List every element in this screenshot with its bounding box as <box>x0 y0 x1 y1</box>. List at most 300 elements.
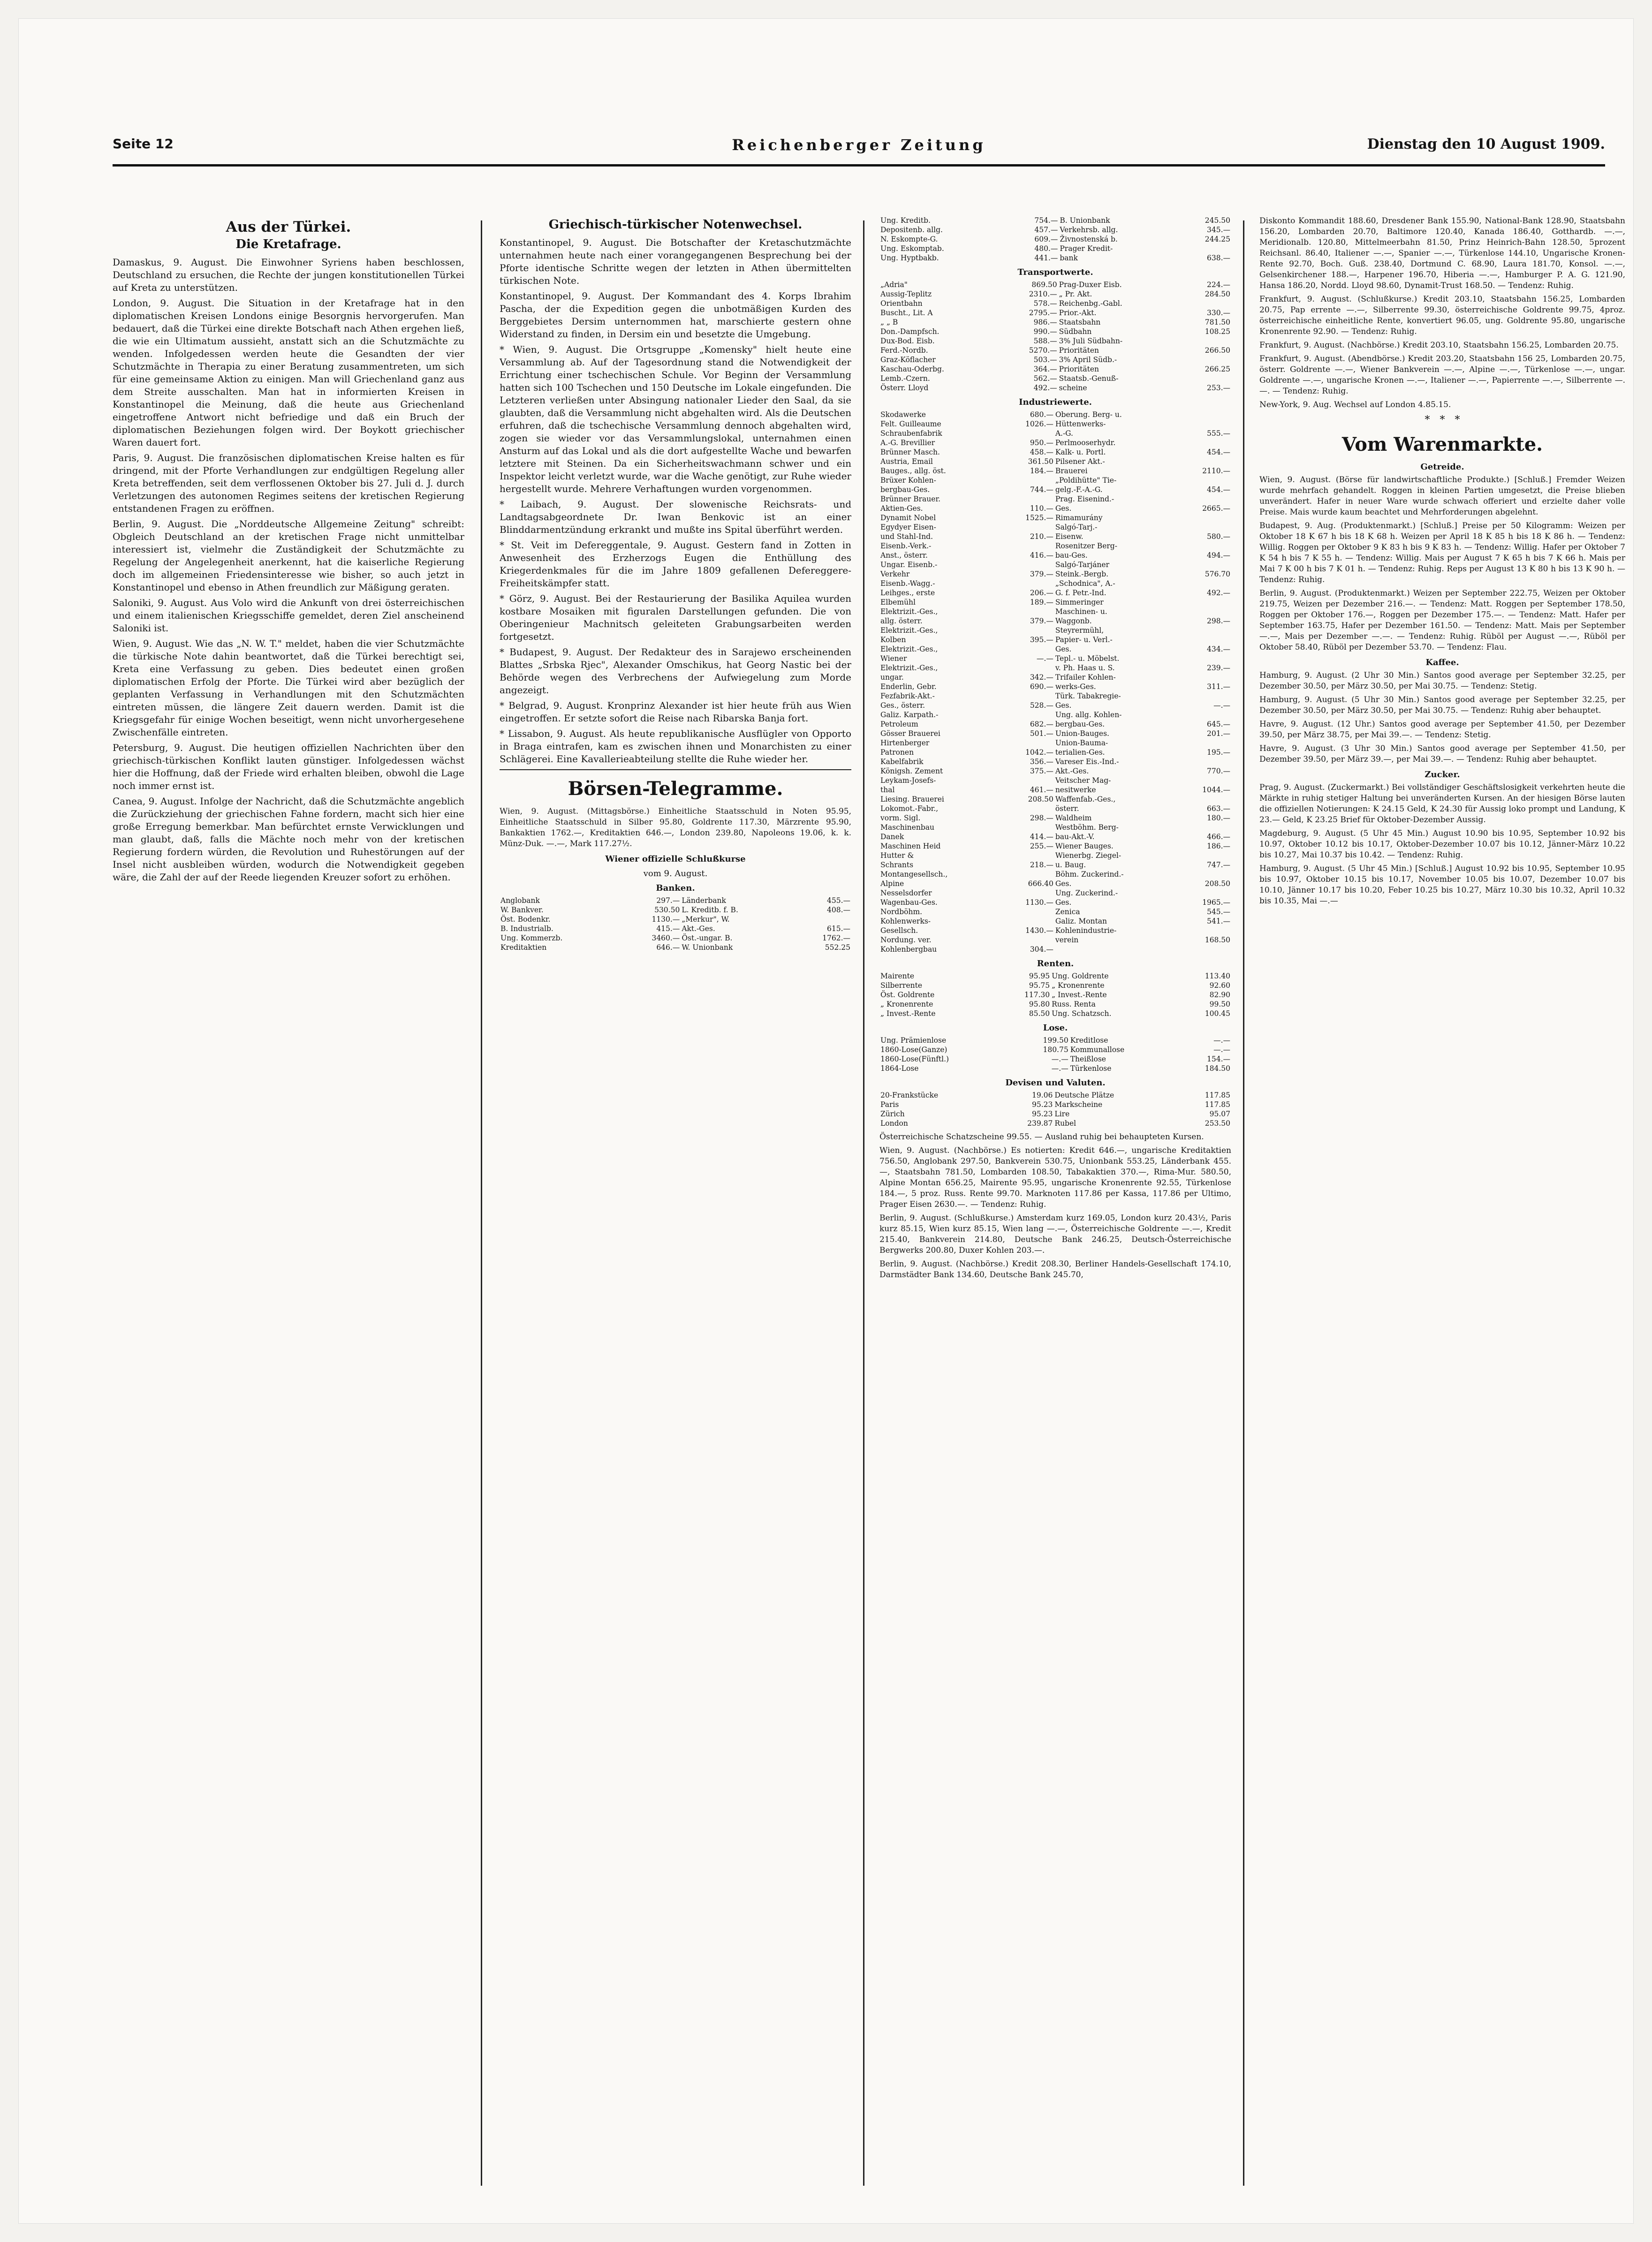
security-name: Staatsb.-Genuß- <box>1059 374 1119 383</box>
article-paragraph: Hamburg, 9. August. (5 Uhr 30 Min.) Santos good average per September 32.25, per Dezember 30.50, per März 30.50, per Mai 30.75. — Tendenz: Ruhig aber behauptet. <box>1259 695 1625 715</box>
section-title: Aus der Türkei. <box>226 219 351 235</box>
security-name: Bauges., allg. öst. <box>880 467 946 475</box>
article-paragraph: Prag, 9. August. (Zuckermarkt.) Bei vollständiger Geschäftslosigkeit verkehrten heute die Märkte in ruhig stetiger Haltung bei unveränderten Kursen. An der hiesigen Börse lauten die offiziellen Notierungen: K 24.15 Geld, K 24.30 für Aussig loko prompt und Landung, K 23.— Geld, K 23.25 Brief für Oktober-Dezember Aussig. <box>1259 783 1625 825</box>
security-price: 503.— <box>1033 356 1057 364</box>
security-price: 552.25 <box>825 943 850 952</box>
article-list <box>500 236 851 765</box>
table-row <box>879 447 1231 457</box>
security-price: 950.— <box>1030 439 1053 447</box>
table-row <box>500 924 851 933</box>
banks-table <box>500 896 851 952</box>
table-row <box>879 235 1231 244</box>
security-price: 2795.— <box>1029 309 1057 317</box>
security-price <box>1178 673 1231 682</box>
security-name: gelg.-F.-A.-G. <box>1055 485 1103 494</box>
security-name: Brünner Masch. <box>880 448 940 456</box>
security-price <box>1178 523 1231 532</box>
security-name: Aussig-Teplitz <box>880 290 932 298</box>
industrie-table <box>879 410 1231 954</box>
security-price: 284.50 <box>1205 290 1230 298</box>
table-row <box>879 476 1231 485</box>
security-name: Staatsbahn <box>1059 318 1101 326</box>
security-price: 375.— <box>1030 767 1053 775</box>
security-name: Fezfabrik-Akt.- <box>880 692 935 700</box>
article-paragraph: New-York, 9. Aug. Wechsel auf London 4.85.15. <box>1259 400 1451 409</box>
newspaper-page <box>19 19 1633 2223</box>
security-price: 253.50 <box>1205 1119 1230 1128</box>
table-row <box>879 327 1231 336</box>
security-name: Patronen <box>880 748 914 757</box>
security-name: Kohlenbergbau <box>880 945 937 954</box>
security-name: Silberrente <box>880 981 923 990</box>
table-row <box>879 438 1231 447</box>
security-price: 108.25 <box>1205 327 1230 336</box>
kaffee-title: Kaffee. <box>1425 658 1459 667</box>
table-row <box>879 1036 1231 1045</box>
security-price <box>1178 419 1231 429</box>
zucker-title: Zucker. <box>1425 770 1460 780</box>
security-price <box>1001 644 1054 654</box>
security-name: „ „ B <box>880 318 898 326</box>
security-name: W. Bankver. <box>500 906 544 914</box>
column-rule-2 <box>863 220 864 2186</box>
table-row <box>879 635 1231 644</box>
security-price: 541.— <box>1206 917 1230 925</box>
table-row <box>879 374 1231 383</box>
security-name: Prag. Eisenind.- <box>1055 495 1114 503</box>
security-name: Anst., österr. <box>880 551 928 560</box>
security-name: u. Baug. <box>1055 861 1086 869</box>
security-name: Leykam-Josefs- <box>880 776 936 785</box>
security-name: bau-Ges. <box>1055 551 1088 560</box>
table-row <box>879 225 1231 235</box>
security-price: 184.— <box>1030 467 1053 475</box>
security-name: Danek <box>880 833 904 841</box>
security-price: 416.— <box>1030 551 1053 560</box>
table-row <box>879 1100 1231 1109</box>
security-name: Kreditlose <box>1070 1036 1108 1045</box>
article-paragraph: Berlin, 9. August. (Nachbörse.) Kredit 208.30, Berliner Handels-Gesellschaft 174.10, Darmstädter Bank 134.60, Deutsche Bank 245.70, <box>879 1259 1231 1280</box>
security-price <box>1001 626 1054 635</box>
security-price: 3460.— <box>652 934 680 942</box>
security-price <box>1001 710 1054 720</box>
security-price <box>1001 607 1054 616</box>
table-row <box>879 673 1231 682</box>
security-name: werks-Ges. <box>1055 682 1096 691</box>
article-paragraph: Frankfurt, 9. August. (Nachbörse.) Kredit 203.10, Staatsbahn 156.25, Lombarden 20.75. <box>1259 341 1619 350</box>
security-name: Türkenlose <box>1070 1064 1112 1073</box>
security-price: 95.23 <box>1032 1100 1053 1109</box>
table-row <box>879 907 1231 916</box>
security-name: Verkehrsb. allg. <box>1060 226 1118 234</box>
article-paragraph: Konstantinopel, 9. August. Die Botschafter der Kretaschutzmächte unternahmen heute nach einer vorangegangenen Besprechung bei der Pforte identische Schritte wegen der letzten in Athen übermittelten türkischen Note. <box>500 237 851 286</box>
security-price: 208.50 <box>1028 795 1053 803</box>
security-name: nesitwerke <box>1055 786 1096 794</box>
table-row <box>879 1045 1231 1054</box>
security-price <box>1178 691 1231 701</box>
security-name: Steink.-Bergb. <box>1055 570 1109 578</box>
table-row <box>879 457 1231 466</box>
table-row <box>879 804 1231 813</box>
security-name: Ung. allg. Kohlen- <box>1055 711 1122 719</box>
security-price: 986.— <box>1033 318 1057 326</box>
security-price: 266.50 <box>1205 346 1230 355</box>
security-price: 458.— <box>1030 448 1053 456</box>
security-name: allg. österr. <box>880 617 923 625</box>
security-price <box>1178 607 1231 616</box>
table-row <box>879 926 1231 935</box>
security-name: Böhm. Zuckerind.- <box>1055 870 1124 879</box>
security-price: 646.— <box>656 943 680 952</box>
table-row <box>879 1091 1231 1100</box>
table-row <box>879 748 1231 757</box>
security-name: Mairente <box>880 972 915 980</box>
article-paragraph: Canea, 9. August. Infolge der Nachricht, daß die Schutzmächte angeblich die Zurückziehung der griechischen Fahne fordern, macht sich hier eine große Erregung bemerkbar. Man befürchtet ernste Verwicklungen und man glaubt, daß, falls die Mächte noch mehr von der kretischen Regierung fordern würden, die Revolution und Ruhestörungen auf der Insel nicht ausbleiben würden, wodurch die Notwendigkeit gegeben wäre, die Zahl der auf der Reede liegenden Kreuzer sofort zu erhöhen. <box>113 795 464 883</box>
security-name: Waffenfab.-Ges., <box>1055 795 1116 803</box>
security-price: 770.— <box>1206 767 1230 775</box>
security-name: Kohlenwerks- <box>880 917 931 925</box>
security-name: Kaschau-Oderbg. <box>880 365 944 373</box>
table-row <box>879 945 1231 954</box>
article-paragraph: Berlin, 9. August. Die „Norddeutsche Allgemeine Zeitung" schreibt: Obgleich Deutschland an der kretischen Frage nicht unmittelbar interessiert ist, vielmehr die Zuständigkeit der Schutzmächte zu Regelung der Angelegenheit anerkennt, hat die kaiserliche Regierung doch im allgemeinen Friedensinteresse wie bisher, so auch jetzt in Konstantinopel und ebenso in Athen freundlich zur Mäßigung geraten. <box>113 518 464 593</box>
security-price: 666.40 <box>1028 879 1053 888</box>
table-row <box>879 318 1231 327</box>
security-name: Union-Bauges. <box>1055 729 1109 738</box>
page-header <box>113 136 1605 167</box>
security-price: 117.85 <box>1205 1100 1230 1109</box>
security-name: Hüttenwerks- <box>1055 420 1106 428</box>
security-price: 1044.— <box>1202 786 1230 794</box>
table-row <box>879 466 1231 476</box>
security-price: 95.23 <box>1032 1110 1053 1118</box>
security-price <box>1001 579 1054 588</box>
security-price: 530.50 <box>654 906 680 914</box>
security-price <box>1178 710 1231 720</box>
security-name: Alpine <box>880 879 904 888</box>
security-name: Ung. Zuckerind.- <box>1055 889 1118 897</box>
security-price: 1965.— <box>1202 898 1230 907</box>
security-price <box>1178 635 1231 644</box>
security-name: Schrants <box>880 861 914 869</box>
security-name: und Stahl-Ind. <box>880 532 933 541</box>
security-price: 255.— <box>1030 842 1053 850</box>
security-name: Anglobank <box>500 896 540 905</box>
security-price: 395.— <box>1030 636 1053 644</box>
table-row <box>879 682 1231 691</box>
security-price: 781.50 <box>1205 318 1230 326</box>
article-paragraph: * Görz, 9. August. Bei der Restaurierung der Basilika Aquilea wurden kostbare Mosaiken mit figuralen Darstellungen gefunden. Die von Oberingenieur Machnitsch geleiteten Grabungsarbeiten werden fortgesetzt. <box>500 593 851 642</box>
security-name: Vareser Eis.-Ind.- <box>1055 757 1119 766</box>
table-row <box>879 1119 1231 1128</box>
table-row <box>879 607 1231 616</box>
article-paragraph: Diskonto Kommandit 188.60, Dresdener Bank 155.90, National-Bank 128.90, Staatsbahn 156.20, Lombarden 20.70, Baltimore 120.40, Kanada 186.40, Gotthardb. —.—, Meridionalb. 120.80, Mittelmeerbahn 81.50, Prinz Heinrich-Bahn 128.50, 5prozent Reichsanl. 86.40, Italiener —.—, Spanier —.—, Türkenlose 144.10, Ungarische Kronen-Rente 92.70, Boch. Guß. 238.40, Dortmund C. 68.90, Laura 181.70, Konsol. —.—, Gelsenkirchener 188.—, Harpener 196.70, Hiberia —.—, Hamburger P. A. G. 121.90, Hansa 186.20, Nordd. Lloyd 98.60, Dynamit-Trust 168.50. — Tendenz: Ruhig. <box>1259 216 1625 290</box>
security-name: Ges. <box>1055 645 1072 653</box>
security-price: 184.50 <box>1205 1064 1230 1073</box>
table-row <box>879 691 1231 701</box>
security-price: 545.— <box>1206 908 1230 916</box>
official-subtitle: Banken. <box>656 883 695 893</box>
security-name: Österr. Lloyd <box>880 384 929 392</box>
table-row <box>879 644 1231 654</box>
security-name: Austria, Email <box>880 457 933 466</box>
renten-table <box>879 971 1231 1018</box>
security-price <box>1178 598 1231 607</box>
security-price: —.— <box>1051 1055 1068 1063</box>
security-name: vorm. Sigl. <box>880 814 921 822</box>
table-row <box>879 419 1231 429</box>
table-row <box>500 905 851 915</box>
security-price <box>1178 870 1231 879</box>
table-row <box>879 598 1231 607</box>
security-name: Waldheim <box>1055 814 1092 822</box>
article-paragraph: Havre, 9. August. (12 Uhr.) Santos good average per September 41.50, per Dezember 39.50, per März 38.75, per Mai 39.—. — Tendenz: Stetig. <box>1259 720 1625 740</box>
security-price: 201.— <box>1206 729 1230 738</box>
security-price <box>1180 299 1231 308</box>
security-name: Nordböhm. <box>880 908 923 916</box>
security-name: London <box>880 1119 908 1128</box>
security-price: 206.— <box>1030 589 1053 597</box>
security-price: 492.— <box>1033 384 1057 392</box>
table-row <box>879 990 1231 1000</box>
security-name: Ges. <box>1055 504 1072 513</box>
security-price: 555.— <box>1206 429 1230 438</box>
table-row <box>879 299 1231 308</box>
article-paragraph: Saloniki, 9. August. Aus Volo wird die Ankunft von drei österreichischen und einem italienischen Kriegsschiffe gemeldet, deren Ziel anscheinend Saloniki ist. <box>113 597 464 634</box>
divider <box>500 769 851 770</box>
security-price: 744.— <box>1030 485 1053 494</box>
security-name: Ges. <box>1055 898 1072 907</box>
table-row <box>879 832 1231 841</box>
security-price: 379.— <box>1030 570 1053 578</box>
table-row <box>879 532 1231 541</box>
security-price: 304.— <box>1030 945 1053 954</box>
table-row <box>879 898 1231 907</box>
security-name: Verkehr <box>880 570 910 578</box>
security-price <box>1178 579 1231 588</box>
column-commodity-market <box>1259 216 1625 2186</box>
security-name: Steyrermühl, <box>1055 626 1104 635</box>
security-price: 345.— <box>1206 226 1230 234</box>
table-row <box>879 888 1231 898</box>
security-name: Egydyer Eisen- <box>880 523 936 531</box>
security-price: 117.30 <box>1024 991 1050 999</box>
security-price: 95.75 <box>1029 981 1050 990</box>
article-paragraph: Konstantinopel, 9. August. Der Kommandant des 4. Korps Ibrahim Pascha, der die Expedition gegen die unbotmäßigen Kurden des Berggebietes Dersim unternommen hat, marschierte gestern ohne Widerstand zu finden, in Dersim ein und besetzte die Umgebung. <box>500 290 851 340</box>
bank-quotes-table <box>879 216 1231 263</box>
section-title: Griechisch-türkischer Notenwechsel. <box>548 218 803 232</box>
security-price: 195.— <box>1206 748 1230 757</box>
table-row <box>879 336 1231 346</box>
security-name: Zürich <box>880 1110 905 1118</box>
security-price: —.— <box>1213 701 1230 710</box>
security-name: Eisenw. <box>1055 532 1084 541</box>
security-price: 408.— <box>826 906 850 914</box>
table-row <box>879 626 1231 635</box>
security-price: 356.— <box>1030 757 1053 766</box>
security-price: 466.— <box>1206 833 1230 841</box>
table-row <box>879 851 1231 860</box>
security-price: 1525.— <box>1025 514 1053 522</box>
security-name: Papier- u. Verl.- <box>1055 636 1113 644</box>
report-list <box>1259 475 1625 653</box>
table-row <box>879 513 1231 523</box>
security-price: 297.— <box>656 896 680 905</box>
security-name: Maschinenbau <box>880 823 934 832</box>
article-paragraph: Hamburg, 9. August. (2 Uhr 30 Min.) Santos good average per September 32.25, per Dezember 30.50, per März 30.50, per Mai 30.75. — Tendenz: Stetig. <box>1259 671 1625 691</box>
security-name: 3% April Südb.- <box>1059 356 1117 364</box>
security-name: Öst. Goldrente <box>880 991 935 999</box>
security-price <box>1001 823 1054 832</box>
table-row <box>879 766 1231 776</box>
security-price: 457.— <box>1034 226 1058 234</box>
table-row <box>879 785 1231 795</box>
security-price <box>1001 429 1054 438</box>
security-price <box>1001 935 1054 945</box>
security-name: 3% Juli Südbahn- <box>1059 337 1123 345</box>
article-paragraph: * Budapest, 9. August. Der Redakteur des in Sarajewo erscheinenden Blattes „Srbska Rjec", Alexander Omschikus, hat Georg Nastic bei der Behörde wegen des Verbrechens der Aufwiegelung zum Morde angezeigt. <box>500 646 851 696</box>
article-paragraph: Hamburg, 9. August. (5 Uhr 45 Min.) [Schluß.] August 10.92 bis 10.95, September 10.95 bis 10.97, Oktober 10.15 bis 10.17, November 10.05 bis 10.07, Dezember 10.07 bis 10.10, Jänner 10.17 bis 10.20, Feber 10.25 bis 10.27, März 10.30 bis 10.32, April 10.32 bis 10.35, Mai —.— <box>1259 864 1625 906</box>
security-name: Ung. Kreditb. <box>880 216 931 225</box>
table-row <box>879 879 1231 888</box>
security-name: Russ. Renta <box>1052 1000 1096 1008</box>
security-price <box>1001 888 1054 898</box>
security-price <box>1001 738 1054 748</box>
security-name: Königsh. Zement <box>880 767 943 775</box>
security-price: 869.50 <box>1031 280 1057 289</box>
report-list <box>879 1132 1231 1280</box>
security-name: Ung. Goldrente <box>1052 972 1109 980</box>
article-paragraph: Budapest, 9. Aug. (Produktenmarkt.) [Schluß.] Preise per 50 Kilogramm: Weizen per Oktober 18 K 67 h bis 18 K 68 h. Weizen per April 18 K 85 h bis 18 K 86 h. — Tendenz: Willig. Roggen per Oktober 9 K 83 h bis 9 K 83 h. — Tendenz: Willig. Hafer per Oktober 7 K 54 h bis 7 K 55 h. — Tendenz: Willig. Mais per August 7 K 65 h bis 7 K 66 h. Mais per Mai 7 K 00 h bis 7 K 01 h. — Tendenz: Ruhig. Reps per August 13 K 80 h bis 13 K 90 h. — Tendenz: Ruhig. <box>1259 521 1625 584</box>
table-row <box>500 896 851 905</box>
security-price <box>1177 244 1231 253</box>
table-row <box>879 308 1231 318</box>
security-name: 1860-Lose(Fünftl.) <box>880 1055 949 1063</box>
security-price <box>794 915 851 924</box>
security-name: Montangesellsch., <box>880 870 948 879</box>
security-price <box>1178 513 1231 523</box>
security-name: Rosenitzer Berg- <box>1055 542 1117 550</box>
security-name: Ung. Hyptbakb. <box>880 254 939 262</box>
security-price: 454.— <box>1206 485 1230 494</box>
official-title: Wiener offizielle Schlußkurse <box>605 854 746 864</box>
security-name: Westböhm. Berg- <box>1055 823 1119 832</box>
security-name: Gösser Brauerei <box>880 729 940 738</box>
security-price: 95.07 <box>1209 1110 1230 1118</box>
security-price <box>1001 916 1054 926</box>
security-name: Lokomot.-Fabr., <box>880 804 939 813</box>
security-name: Ung. Eskomptab. <box>880 244 944 253</box>
security-price <box>1001 560 1054 569</box>
security-price <box>1178 776 1231 785</box>
security-price: —.— <box>1213 1045 1230 1054</box>
table-row <box>879 355 1231 364</box>
article-paragraph: Wien, 9. August. Wie das „N. W. T." meldet, haben die vier Schutzmächte die türkische Note dahin beantwortet, daß die Türkei berechtigt sei, Kreta eine Verfassung zu geben. Dies bedeutet einen großen diplomatischen Erfolg der Pforte. Die Türkei wird aber bezüglich der geplanten Verfassung in Verhandlungen mit den Schutzmächten eintreten müssen, die längere Zeit dauern werden. Damit ist die Kriegsgefahr für einige Wochen beseitigt, wenn nicht unvorhergesehene Zwischenfälle eintreten. <box>113 638 464 738</box>
table-row <box>879 841 1231 851</box>
security-name: Ung. Schatzsch. <box>1052 1009 1112 1018</box>
table-row <box>879 1054 1231 1064</box>
table-row <box>879 280 1231 289</box>
devisen-table <box>879 1091 1231 1128</box>
security-name: Liesing. Brauerei <box>880 795 944 803</box>
security-name: Länderbank <box>682 896 726 905</box>
table-row <box>879 1000 1231 1009</box>
security-name: Theißlose <box>1070 1055 1106 1063</box>
security-name: „Merkur", W. <box>682 915 730 924</box>
security-price: 580.— <box>1206 532 1230 541</box>
security-name: Don.-Dampfsch. <box>880 327 940 336</box>
security-name: Buscht., Lit. A <box>880 309 933 317</box>
security-price: 492.— <box>1206 589 1230 597</box>
security-name: Felt. Guilleaume <box>880 420 941 428</box>
security-name: A.-G. <box>1055 429 1073 438</box>
security-price: 434.— <box>1206 645 1230 653</box>
article-paragraph: * Wien, 9. August. Die Ortsgruppe „Komensky" hielt heute eine Versammlung ab. Auf der Tagesordnung stand die Notwendigkeit der Errichtung einer tschechischen Schule. Vor Beginn der Versammlung hatten sich 100 Tschechen und 150 Deutsche im Lokale eingefunden. Die Letzteren verließen unter Absingung nationaler Lieder den Saal, da sie glaubten, daß die Versammlung nicht abgehalten wird. Als die Deutschen erfuhren, daß die tschechische Versammlung dennoch abgehalten wird, zogen sie wieder vor das Versammlungslokal, unternahmen einen Ansturm auf das Lokal und als die dort aufgestellte Wache und bewarfen letztere mit Steinen. Da ein Sicherheitswachmann schwer und ein Inspektor leicht verletzt wurde, war die Wache genötigt, zur Ruhe wieder hergestellt wurde. Mehrere Verhaftungen wurden vorgenommen. <box>500 344 851 494</box>
lose-table <box>879 1036 1231 1073</box>
security-name: Paris <box>880 1100 899 1109</box>
article-paragraph: Wien, 9. August. (Börse für landwirtschaftliche Produkte.) [Schluß.] Fremder Weizen wurde mehrfach gehandelt. Roggen in kleinen Partien umgesetzt, die Preise blieben unverändert. Hafer in neuer Ware wurde schwach offeriert und erzielte daher volle Preise. Mais wurde kaum beachtet und Mehrforderungen abgelehnt. <box>1259 475 1625 517</box>
table-row <box>879 551 1231 560</box>
security-name: Kohlenindustrie- <box>1055 926 1117 935</box>
boerse-title: Börsen-Telegramme. <box>568 778 783 800</box>
security-price <box>1178 626 1231 635</box>
article-paragraph: * Lissabon, 9. August. Als heute republikanische Ausflügler von Opporto in Braga eintrafen, kam es zwischen ihnen und Monarchisten zu einer Schlägerei. Eine Kavallerieabteilung stellte die Ruhe wieder her. <box>500 728 851 765</box>
table-row <box>879 776 1231 785</box>
security-name: Brünner Brauer. <box>880 495 941 503</box>
table-row <box>879 569 1231 579</box>
table-row <box>879 935 1231 945</box>
security-price <box>1178 654 1231 663</box>
table-row <box>879 485 1231 494</box>
security-name: Wiener <box>880 654 907 663</box>
security-price: 1430.— <box>1025 926 1053 935</box>
security-price: 311.— <box>1206 682 1230 691</box>
security-price: 210.— <box>1030 532 1053 541</box>
table-row <box>879 701 1231 710</box>
security-name: Kommunallose <box>1070 1045 1125 1054</box>
table-row <box>879 364 1231 374</box>
transport-table <box>879 280 1231 393</box>
security-price: 501.— <box>1030 729 1053 738</box>
security-name: Ges. <box>1055 701 1072 710</box>
security-price: 562.— <box>1033 374 1057 383</box>
table-row <box>879 823 1231 832</box>
security-price <box>1180 336 1231 346</box>
security-name: Prioritäten <box>1059 365 1099 373</box>
security-name: Oberung. Berg- u. <box>1055 410 1122 419</box>
security-price <box>1001 804 1054 813</box>
industrie-title: Industriewerte. <box>1019 397 1092 407</box>
security-name: Kreditaktien <box>500 943 547 952</box>
table-row <box>879 738 1231 748</box>
security-name: Veitscher Mag- <box>1055 776 1111 785</box>
security-name: Salgó-Tarjáner <box>1055 560 1109 569</box>
security-name: Ferd.-Nordb. <box>880 346 928 355</box>
security-price: 180.75 <box>1043 1045 1068 1054</box>
security-price: 330.— <box>1206 309 1230 317</box>
security-price: 239.— <box>1206 664 1230 672</box>
security-price: 208.50 <box>1205 879 1230 888</box>
table-row <box>879 916 1231 926</box>
security-price: 1130.— <box>1025 898 1053 907</box>
security-price: 2310.— <box>1029 290 1057 298</box>
table-row <box>879 870 1231 879</box>
table-row <box>879 813 1231 823</box>
table-row <box>879 663 1231 673</box>
security-name: Südbahn <box>1059 327 1092 336</box>
table-row <box>879 1064 1231 1073</box>
security-name: Skodawerke <box>880 410 926 419</box>
security-name: Hutter & <box>880 851 914 860</box>
